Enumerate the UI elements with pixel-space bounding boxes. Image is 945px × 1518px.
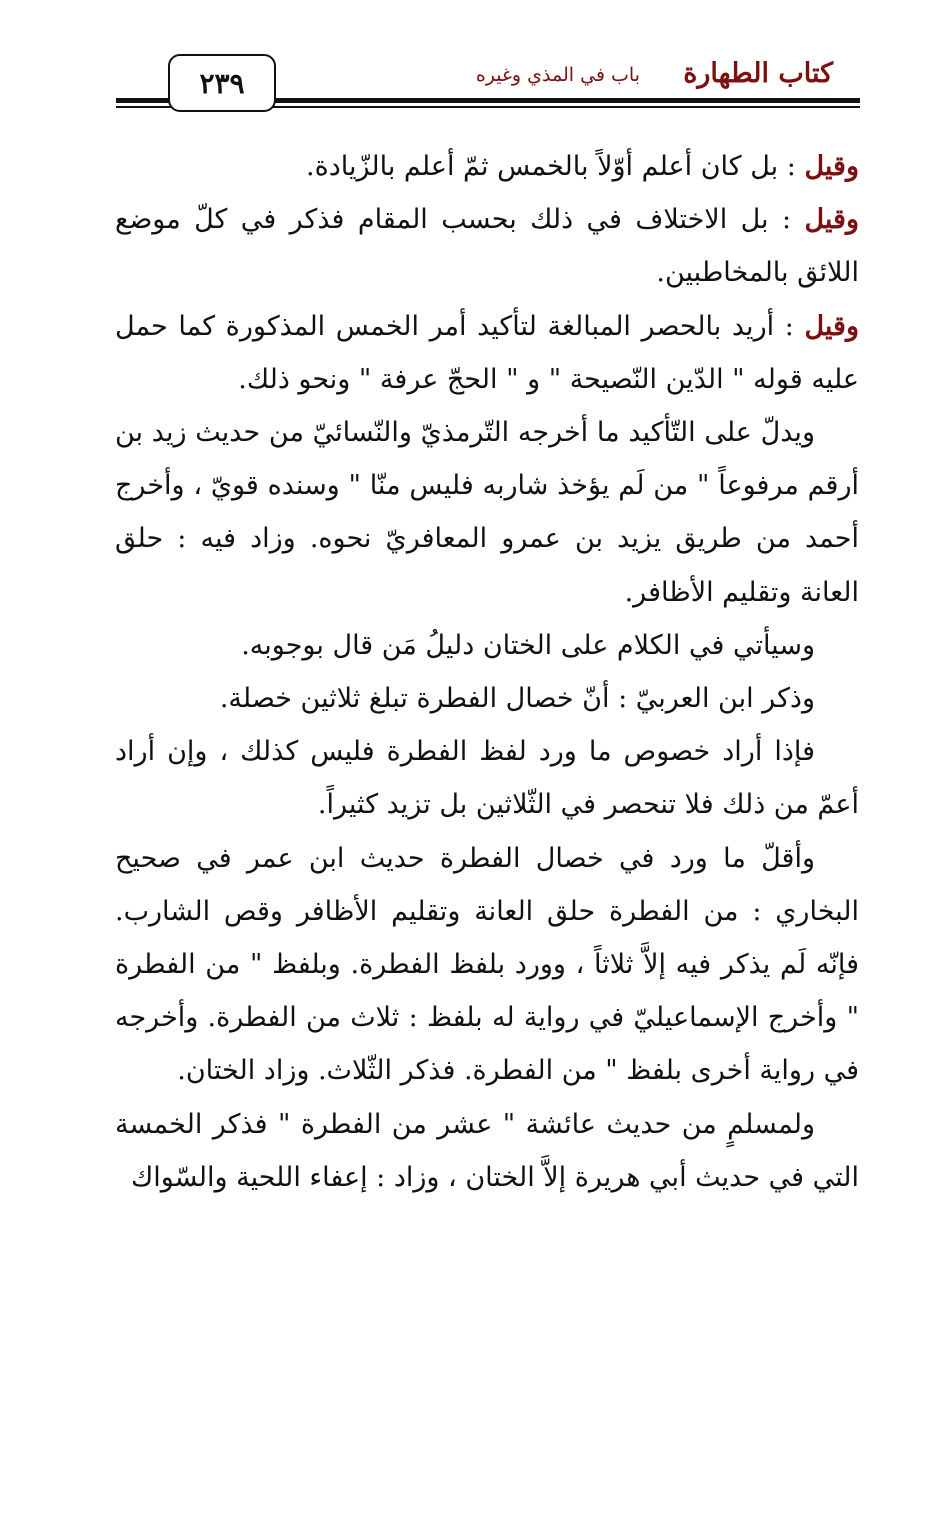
book-title: كتاب الطهارة bbox=[683, 58, 833, 89]
chapter-title: باب في المذي وغيره bbox=[475, 64, 640, 86]
term-label: وقيل bbox=[804, 204, 859, 236]
term-label: وقيل bbox=[804, 151, 859, 182]
term-label: وقيل bbox=[804, 310, 859, 342]
page-number: ٢٣٩ bbox=[168, 54, 276, 112]
paragraph bbox=[115, 619, 859, 672]
paragraph-text: : بل كان أعلم أوّلاً بالخمس ثمّ أعلم بالزّيادة. bbox=[305, 151, 805, 182]
paragraph-text: وذكر ابن العربيّ : أنّ خصال الفطرة تبلغ ثلاثين خصلة. bbox=[219, 683, 815, 715]
page-header bbox=[0, 0, 945, 120]
paragraph bbox=[115, 406, 859, 619]
paragraph-text: وأقلّ ما ورد في خصال الفطرة حديث ابن عمر في صحيح البخاري : من الفطرة حلق العانة وتقليم الأظافر وقص الشارب. فإنّه لَم يذكر فيه إلاَّ ثلاثاً ، وورد بلفظ الفطرة. وبلفظ " من الفطرة " وأخرج الإسماعيليّ في رواية له بلفظ : ثلاث من الفطرة. وأخرجه في رواية أخرى بلفظ " من الفطرة. فذكر الثّلاث. وزاد الختان. bbox=[115, 842, 859, 1087]
paragraph bbox=[115, 193, 859, 299]
paragraph-text: : أريد بالحصر المبالغة لتأكيد أمر الخمس المذكورة كما حمل عليه قوله " الدّين النّصيحة " و " الحجّ عرفة " ونحو ذلك. bbox=[115, 310, 859, 395]
paragraph bbox=[115, 1098, 859, 1204]
paragraph bbox=[115, 300, 859, 406]
paragraph bbox=[115, 672, 859, 725]
paragraph bbox=[115, 725, 859, 831]
paragraph bbox=[115, 832, 859, 1098]
paragraph-text: ولمسلمٍ من حديث عائشة " عشر من الفطرة " فذكر الخمسة التي في حديث أبي هريرة إلاَّ الختان ، وزاد : إعفاء اللحية والسّواك bbox=[115, 1108, 859, 1193]
paragraph-text: وسيأتي في الكلام على الختان دليلُ مَن قال بوجوبه. bbox=[241, 629, 815, 661]
paragraph-text: فإذا أراد خصوص ما ورد لفظ الفطرة فليس كذلك ، وإن أراد أعمّ من ذلك فلا تنحصر في الثّلاثين بل تزيد كثيراً. bbox=[115, 736, 859, 821]
paragraph-text: ويدلّ على التّأكيد ما أخرجه التّرمذيّ والنّسائيّ من حديث زيد بن أرقم مرفوعاً " من لَم يؤخذ شاربه فليس منّا " وسنده قويّ ، وأخرج أحمد من طريق يزيد بن عمرو المعافريّ نحوه. وزاد فيه : حلق العانة وتقليم الأظافر. bbox=[115, 417, 859, 608]
page-body bbox=[115, 140, 859, 1204]
paragraph-text: : بل الاختلاف في ذلك بحسب المقام فذكر في كلّ موضع اللائق بالمخاطبين. bbox=[115, 204, 859, 289]
paragraph bbox=[115, 140, 859, 193]
